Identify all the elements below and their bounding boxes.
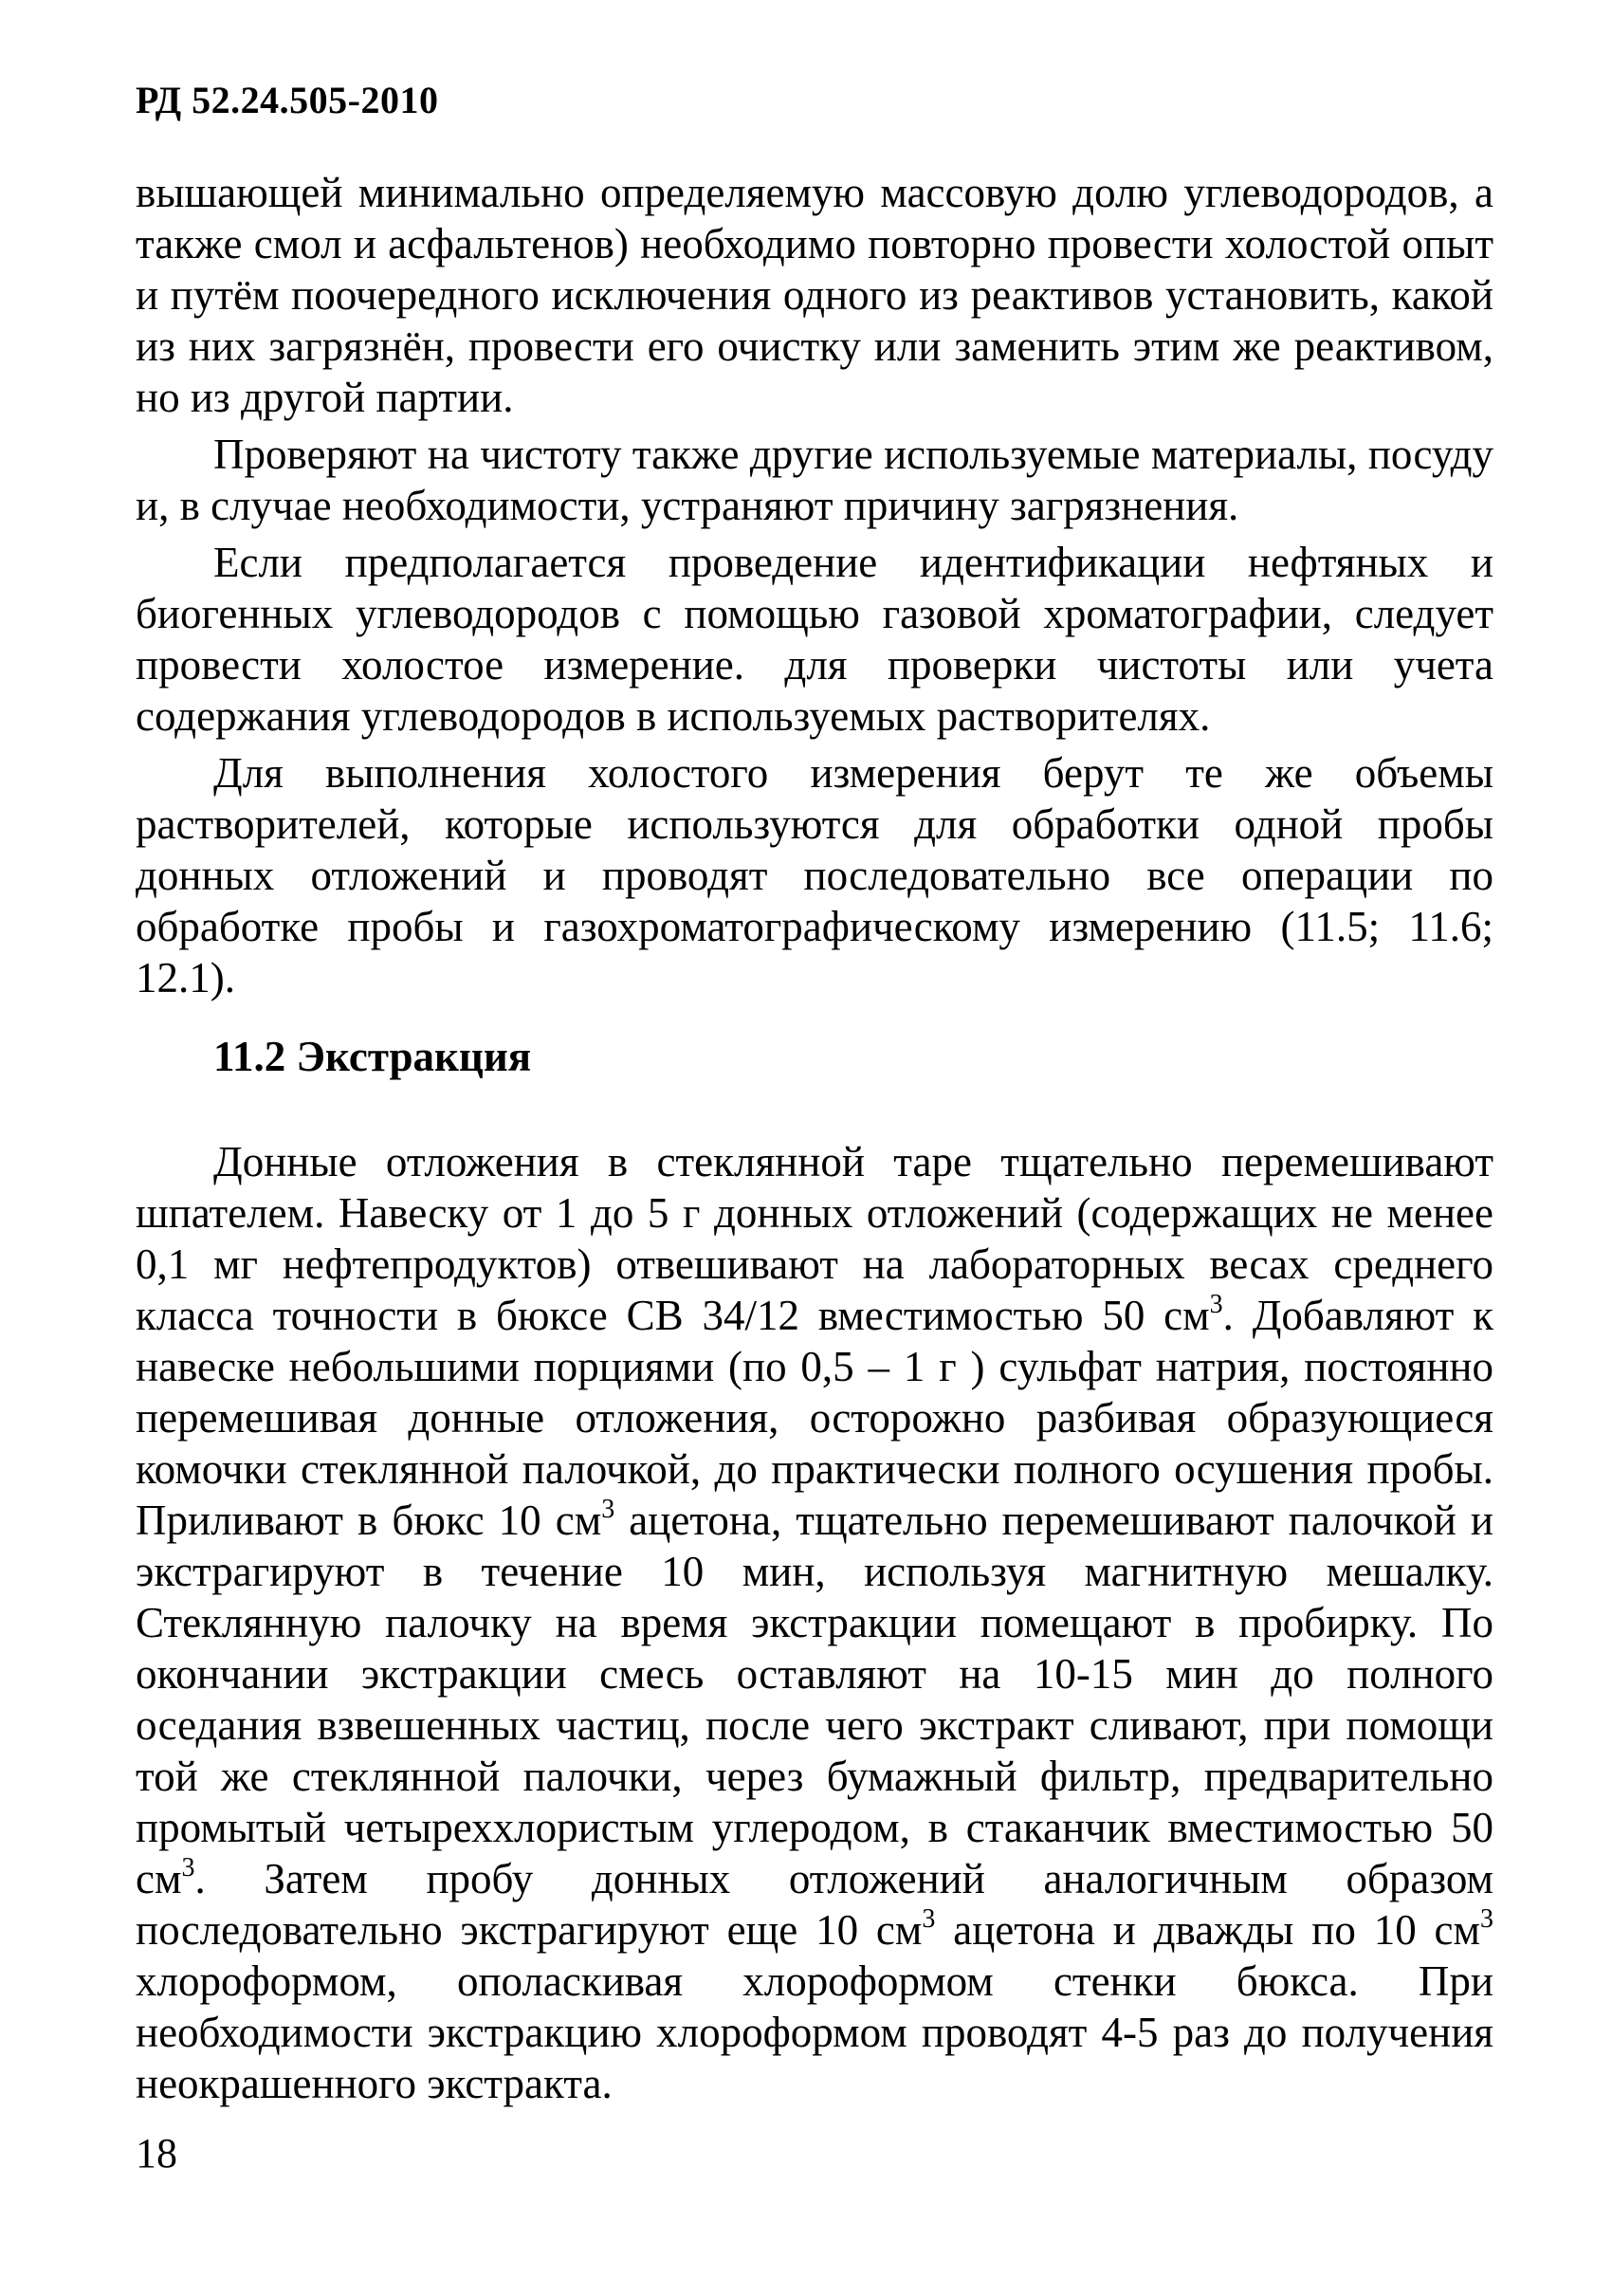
superscript-exponent: 3 xyxy=(922,1904,936,1934)
paragraph-blank-measurement: Для выполнения холостого измерения берут те же объемы растворителей, которые используются для обработки одной пробы донных отложений и проводят последовательно все операции по обработке пробы и газохроматографическому измерению (11.5; 11.6; 12.1). xyxy=(136,749,1493,1001)
text-segment: . Затем пробу донных отложений аналогичным образом последовательно экстрагируют еще 10 см xyxy=(136,1855,1493,1954)
text-block-top xyxy=(136,167,1493,1003)
text-segment: хлороформом, ополаскивая хлороформом стенки бюкса. При необходимости экстракцию хлороформом проводят 4-5 раз до получения неокрашенного экстракта. xyxy=(136,1957,1493,2107)
paragraph-materials-check: Проверяют на чистоту также другие используемые материалы, посуду и, в случае необходимости, устраняют причину загрязнения. xyxy=(136,431,1493,529)
superscript-exponent: 3 xyxy=(601,1495,615,1524)
paragraph-continuation: вышающей минимально определяемую массовую долю углеводородов, а также смол и асфальтенов) необходимо повторно провести холостой опыт и путём поочередного исключения одного из реактивов установить, какой из них загрязнён, провести его очистку или заменить этим же реактивом, но из другой партии. xyxy=(136,169,1493,421)
text-segment: ацетона, тщательно перемешивают палочкой и экстрагируют в течение 10 мин, используя магнитную мешалку. Стеклянную палочку на время экстракции помещают в пробирку. По окончании экстракции смесь оставляют на 10-15 мин до полного оседания взвешенных частиц, после чего экстракт сливают, при помощи той же стеклянной палочки, через бумажный фильтр, предварительно промытый четыреххлористым углеродом, в стаканчик вместимостью 50 см xyxy=(136,1497,1493,1902)
superscript-exponent: 3 xyxy=(181,1853,195,1883)
superscript-exponent: 3 xyxy=(1209,1290,1223,1319)
text-segment: ацетона и дважды по 10 см xyxy=(935,1906,1480,1954)
text-segment: Донные отложения в стеклянной таре тщательно перемешивают шпателем. Навеску от 1 до 5 г донных отложений (содержащих не менее 0,1 мг нефтепродуктов) отвешивают на лабораторных весах среднего класса точности в бюксе СВ 34/12 вместимостью 50 см xyxy=(136,1138,1493,1339)
document-code-header: РД 52.24.505-2010 xyxy=(136,79,439,121)
text-block-extraction xyxy=(136,1136,1493,2109)
superscript-exponent: 3 xyxy=(1480,1904,1493,1934)
paragraph-identification: Если предполагается проведение идентификации нефтяных и биогенных углеводородов с помощью газовой хроматографии, следует провести холостое измерение. для проверки чистоты или учета содержания углеводородов в используемых растворителях. xyxy=(136,539,1493,740)
section-heading-extraction: 11.2 Экстракция xyxy=(213,1033,532,1080)
text-segment: . Добавляют к навеске небольшими порциями (по 0,5 – 1 г ) сульфат натрия, постоянно перемешивая донные отложения, осторожно разбивая образующиеся комочки стеклянной палочкой, до практически полного осушения пробы. Приливают в бюкс 10 см xyxy=(136,1292,1493,1544)
paragraph-extraction-procedure xyxy=(136,1136,1493,2109)
page-number: 18 xyxy=(136,2130,177,2177)
